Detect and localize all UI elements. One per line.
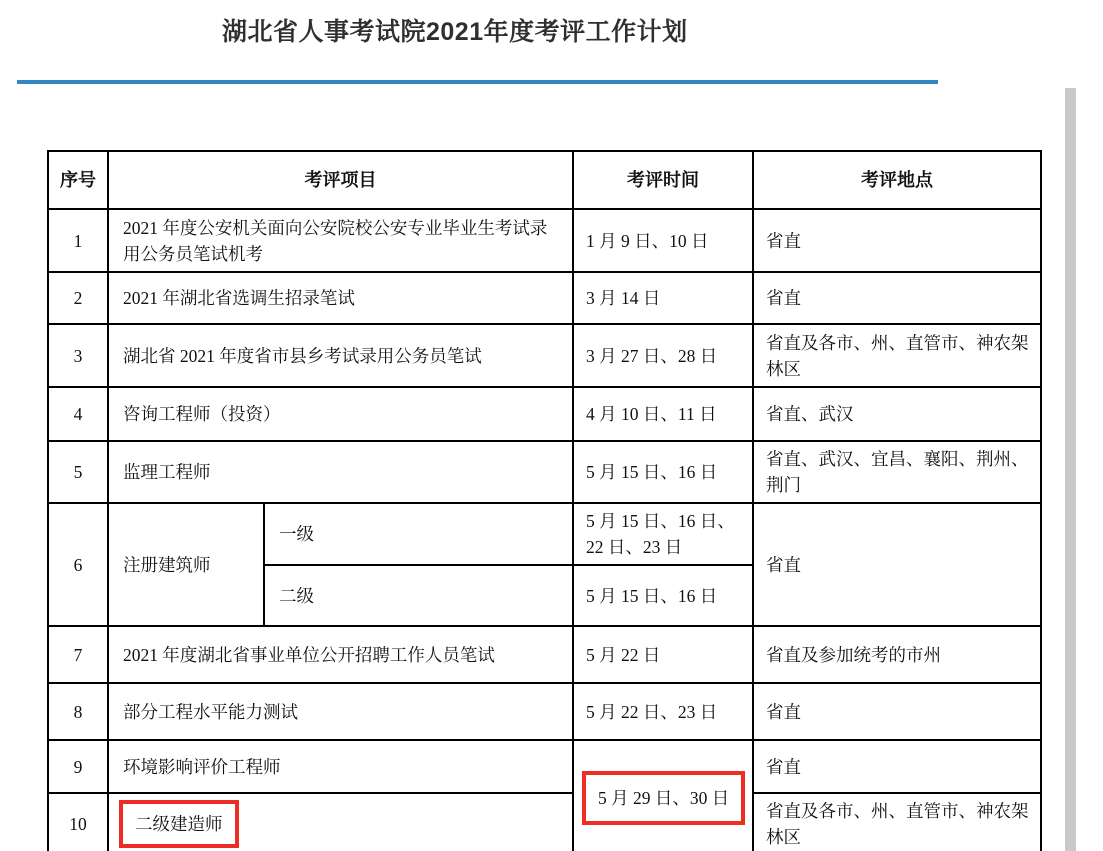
cell-time: 3 月 27 日、28 日: [573, 324, 753, 387]
cell-project: [108, 793, 573, 851]
table-row: [48, 793, 1041, 851]
column-header-project: 考评项目: [108, 151, 573, 209]
table-row: [48, 272, 1041, 324]
column-header-time: 考评时间: [573, 151, 753, 209]
cell-project: 湖北省 2021 年度省市县乡考试录用公务员笔试: [108, 324, 573, 387]
table-row: [48, 626, 1041, 683]
table-row: [48, 441, 1041, 503]
cell-level: 一级: [264, 503, 573, 565]
cell-serial: 7: [48, 626, 108, 683]
cell-time: 3 月 14 日: [573, 272, 753, 324]
scrollbar-thumb[interactable]: [1065, 88, 1076, 851]
table-row: [48, 387, 1041, 441]
cell-project: 2021 年度公安机关面向公安院校公安专业毕业生考试录用公务员笔试机考: [108, 209, 573, 272]
schedule-table: [47, 150, 1042, 851]
cell-location: 省直、武汉、宜昌、襄阳、荆州、荆门: [753, 441, 1041, 503]
cell-location: 省直、武汉: [753, 387, 1041, 441]
cell-location: 省直: [753, 683, 1041, 740]
cell-serial: 5: [48, 441, 108, 503]
cell-location: 省直及各市、州、直管市、神农架林区: [753, 324, 1041, 387]
cell-project: 2021 年度湖北省事业单位公开招聘工作人员笔试: [108, 626, 573, 683]
title-divider-line: [17, 80, 938, 84]
cell-time: 5 月 15 日、16 日: [573, 565, 753, 626]
column-header-serial: 序号: [48, 151, 108, 209]
schedule-table-container: [47, 150, 1042, 851]
cell-location: 省直: [753, 272, 1041, 324]
cell-serial: 10: [48, 793, 108, 851]
table-row: [48, 209, 1041, 272]
cell-time: 5 月 15 日、16 日、22 日、23 日: [573, 503, 753, 565]
cell-location: 省直及参加统考的市州: [753, 626, 1041, 683]
highlight-box-time: 5 月 29 日、30 日: [582, 771, 745, 825]
cell-project: 环境影响评价工程师: [108, 740, 573, 793]
table-row: [48, 683, 1041, 740]
cell-serial: 6: [48, 503, 108, 626]
cell-location: 省直及各市、州、直管市、神农架林区: [753, 793, 1041, 851]
cell-time: 1 月 9 日、10 日: [573, 209, 753, 272]
cell-project: 注册建筑师: [108, 503, 264, 626]
table-row: [48, 324, 1041, 387]
cell-project: 2021 年湖北省选调生招录笔试: [108, 272, 573, 324]
cell-project: 部分工程水平能力测试: [108, 683, 573, 740]
cell-location: 省直: [753, 740, 1041, 793]
column-header-location: 考评地点: [753, 151, 1041, 209]
cell-time: 5 月 15 日、16 日: [573, 441, 753, 503]
cell-serial: 9: [48, 740, 108, 793]
cell-serial: 2: [48, 272, 108, 324]
cell-time: 4 月 10 日、11 日: [573, 387, 753, 441]
cell-serial: 8: [48, 683, 108, 740]
table-row: [48, 740, 1041, 793]
cell-time: 5 月 22 日、23 日: [573, 683, 753, 740]
highlight-box-project: 二级建造师: [119, 800, 239, 848]
cell-serial: 3: [48, 324, 108, 387]
cell-serial: 1: [48, 209, 108, 272]
cell-project: 监理工程师: [108, 441, 573, 503]
cell-project: 咨询工程师（投资）: [108, 387, 573, 441]
cell-serial: 4: [48, 387, 108, 441]
cell-time-merged: [573, 740, 753, 851]
table-row: [48, 503, 1041, 565]
cell-location: 省直: [753, 503, 1041, 626]
cell-location: 省直: [753, 209, 1041, 272]
cell-level: 二级: [264, 565, 573, 626]
page-title: 湖北省人事考试院2021年度考评工作计划: [222, 18, 688, 46]
table-header-row: [48, 151, 1041, 209]
cell-time: 5 月 22 日: [573, 626, 753, 683]
